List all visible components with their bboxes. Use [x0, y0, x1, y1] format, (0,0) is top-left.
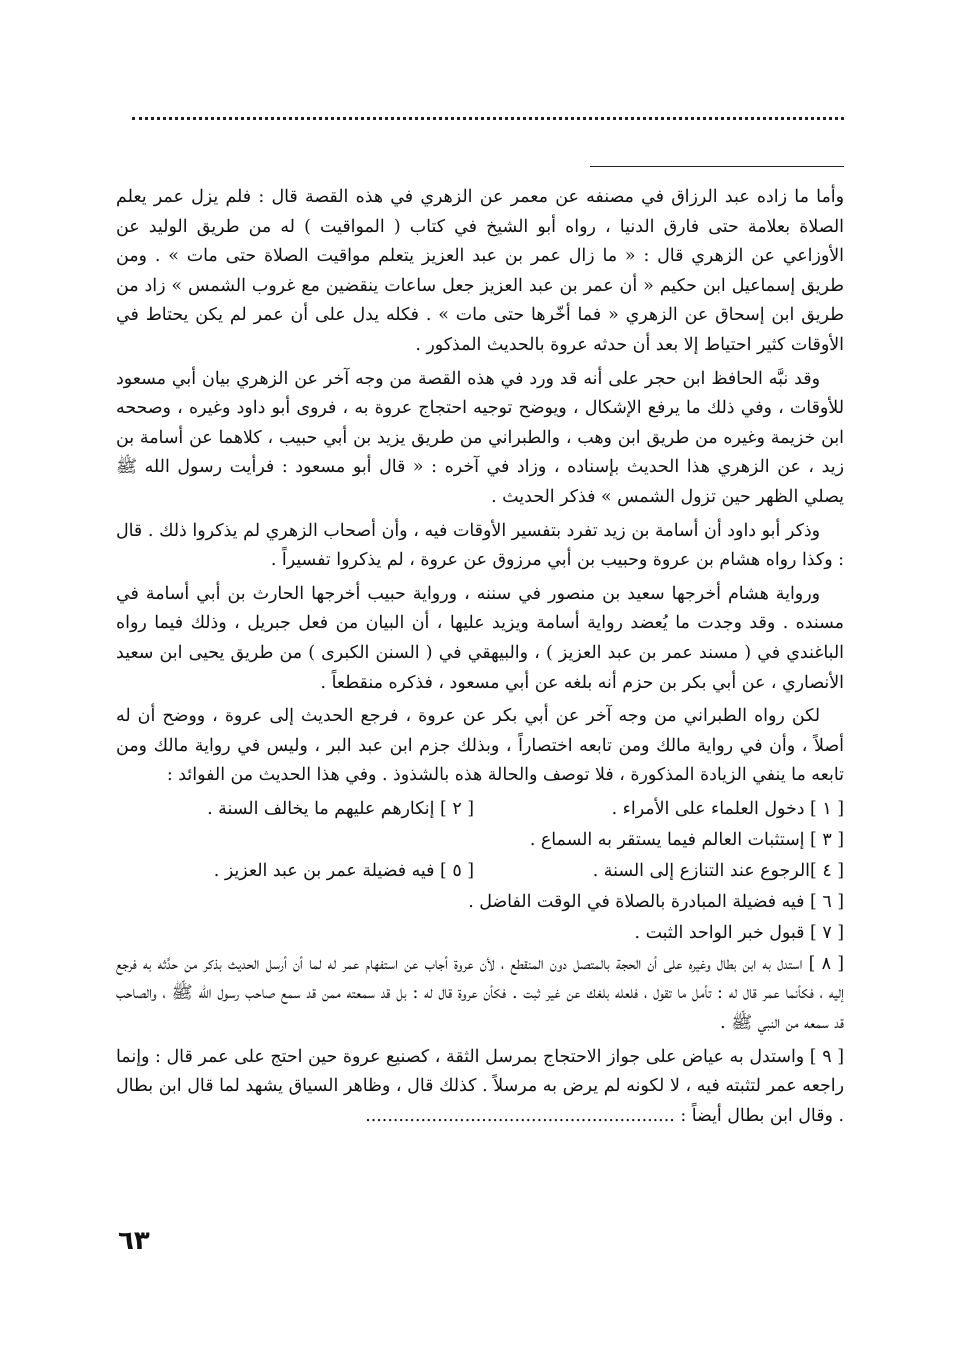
- benefits-row-1: [116, 795, 844, 826]
- benefit-3: [ ٣ ] إستثبات العالم فيما يستقر به السماع .: [529, 829, 844, 850]
- top-dotted-rule: [132, 117, 844, 120]
- benefit-1: [ ١ ] دخول العلماء على الأمراء .: [611, 798, 844, 819]
- benefit-8: [ ٨ ] استدل به ابن بطال وغيره على أن الحجة بالمتصل دون المنقطع ، لأن عروة أجاب عن استفهام عمر له لما أن أرسل الحديث بذكر من حدَّثه به فرجع إليه ، فكأنما عمر قال له : تأمل ما تقول ، فلعله بلغك عن غير ثبت . فكأن عروة قال له : بل قد سمعته ممن قد سمع صاحب رسول الله ﷺ ، والصاحب قد سمعه من النبي ﷺ .: [116, 953, 844, 1034]
- paragraph-3: وذكر أبو داود أن أسامة بن زيد تفرد بتفسير الأوقات فيه ، وأن أصحاب الزهري لم يذكروا ذلك . قال : وكذا رواه هشام بن عروة وحبيب بن أبي مرزوق عن عروة ، لم يذكروا تفسيراً .: [116, 520, 844, 571]
- paragraph-1: وأما ما زاده عبد الرزاق في مصنفه عن معمر عن الزهري في هذه القصة قال : فلم يزل عمر يعلم الصلاة بعلامة حتى فارق الدنيا ، رواه أبو الشيخ في كتاب ( المواقيت ) له من طريق الوليد عن الأوزاعي عن الزهري قال : « ما زال عمر بن عبد العزيز يتعلم مواقيت الصلاة حتى مات » . ومن طريق إسماعيل ابن حكيم « أن عمر بن عبد العزيز جعل ساعات ينقضين مع غروب الشمس » زاد من طريق ابن إسحاق عن الزهري « فما أخّرها حتى مات » . فكله يدل على أن عمر لم يكن يحتاط في الأوقات كثير احتياط إلا بعد أن حدثه عروة بالحديث المذكور .: [116, 187, 844, 355]
- benefit-7: [ ٧ ] قبول خبر الواحد الثبت .: [634, 922, 844, 943]
- benefit-2: [ ٢ ] إنكارهم عليهم ما يخالف السنة .: [207, 798, 474, 819]
- page-number: ٦٣: [118, 1226, 150, 1256]
- continuation-dots: ........................................................: [365, 1105, 675, 1126]
- benefit-6: [ ٦ ] فيه فضيلة المبادرة بالصلاة في الوقت الفاضل .: [468, 891, 844, 912]
- benefit-5: [ ٥ ] فيه فضيلة عمر بن عبد العزيز .: [213, 860, 474, 881]
- section-divider: [590, 166, 844, 167]
- paragraph-2: وقد نبَّه الحافظ ابن حجر على أنه قد ورد في هذه القصة من وجه آخر عن الزهري بيان أبي مسعود للأوقات ، وفي ذلك ما يرفع الإشكال ، ويوضح توجيه احتجاج عروة به ، فروى أبو داود وغيره ، وصححه ابن خزيمة وغيره من طريق ابن وهب ، والطبراني من طريق يزيد بن أبي حبيب ، كلاهما عن أسامة بن زيد ، عن الزهري هذا الحديث بإسناده ، وزاد في آخره : « قال أبو مسعود : فرأيت رسول الله ﷺ يصلي الظهر حين تزول الشمس » فذكر الحديث .: [116, 368, 845, 507]
- benefits-row-2: [116, 857, 844, 888]
- benefit-4: [ ٤ ]الرجوع عند التنازع إلى السنة .: [592, 860, 844, 881]
- paragraph-5: لكن رواه الطبراني من وجه آخر عن أبي بكر عن عروة ، فرجع الحديث إلى عروة ، ووضح أن له أصلاً ، وأن في رواية مالك ومن تابعه اختصاراً ، وبذلك جزم ابن عبد البر ، وليس في رواية مالك ومن تابعه ما ينفي الزيادة المذكورة ، فلا توصف والحالة هذه بالشذوذ . وفي هذا الحديث من الفوائد :: [116, 706, 844, 786]
- main-text: [116, 183, 844, 1135]
- benefit-9: [116, 1043, 844, 1132]
- benefit-9-text: [ ٩ ] واستدل به عياض على جواز الاحتجاج بمرسل الثقة ، كصنيع عروة حين احتج على عمر قال : وإنما راجعه عمر لتثبته فيه ، لا لكونه لم يرض به مرسلاً . كذلك قال ، وظاهر السياق يشهد لما قال ابن بطال . وقال ابن بطال أيضاً :: [116, 1046, 844, 1126]
- paragraph-4: ورواية هشام أخرجها سعيد بن منصور في سننه ، ورواية حبيب أخرجها الحارث بن أبي أسامة في مسنده . وقد وجدت ما يُعضد رواية أسامة ويزيد عليها ، أن البيان من فعل جبريل ، وذلك فيما رواه الباغندي في ( مسند عمر بن عبد العزيز ) ، والبيهقي في ( السنن الكبرى ) من طريق يحيى ابن سعيد الأنصاري ، عن أبي بكر بن حزم أنه بلغه عن أبي مسعود ، فذكره منقطعاً .: [116, 583, 844, 693]
